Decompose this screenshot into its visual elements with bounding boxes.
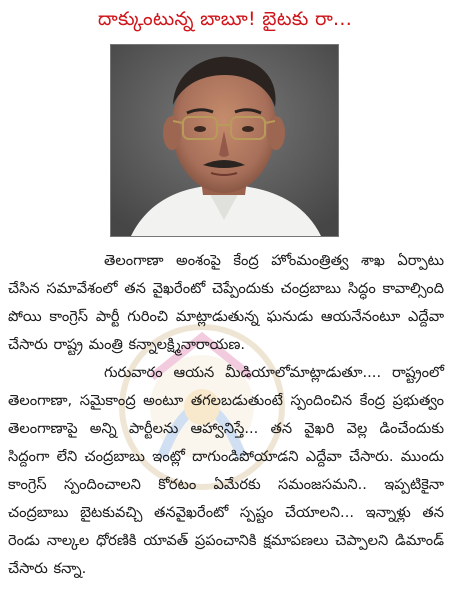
person-photo [110,44,339,237]
headline: దాక్కుంటున్న బాబూ! బైటకు రా... [97,8,353,30]
article-body [8,247,444,602]
article-paragraph-2: గురువారం ఆయన మీడియాలోమాట్లాడుతూ.... రాష్ట్రంలో తెలంగాణా, సమైకాంద్ర అంటూ తగలబడుతుంటే స్పందించిన కేంద్ర ప్రభుత్వం తెలంగాణాపై అన్ని పార్టీలను ఆహ్వానిస్తే... తన వైఖరి వెల్ల డించేందుకు సిద్దంగా లేని చంద్రబాబు ఇంట్లో దాగుండిపోయాడని ఎద్దేవా చేసారు. ముందు కాంగ్రెస్ స్పందించాలని కోరటం ఏమేరకు సమంజసమని.. ఇప్పటికైనా చంద్రబాబు బైటకువచ్చి తనవైఖరేంటో స్పష్టం చేయాలని... ఇన్నాళ్లు తన రెండు నాల్కల ధోరణికి యావత్ ప్రపంచానికి క్షమాపణలు చెప్పాలని డిమాండ్ చేసారు కన్నా. [8,364,444,577]
person-photo-icon [111,45,338,236]
article-paragraph-1: తెలంగాణా అంశంపై కేంద్ర హోంమంత్రిత్వ శాఖ ఏర్పాటు చేసిన సమావేశంలో తన వైఖరేంటో చెప్పేందుకు చంద్రబాబు సిద్ధం కావాల్సింది పోయి కాంగ్రెస్ పార్టీ గురించి మాట్లాడుతున్న ఘనుడు ఆయనేనంటూ ఎద్దేవా చేసారు రాష్ట్ర మంత్రి కన్నాలక్ష్మినారాయణ. [8,252,444,353]
